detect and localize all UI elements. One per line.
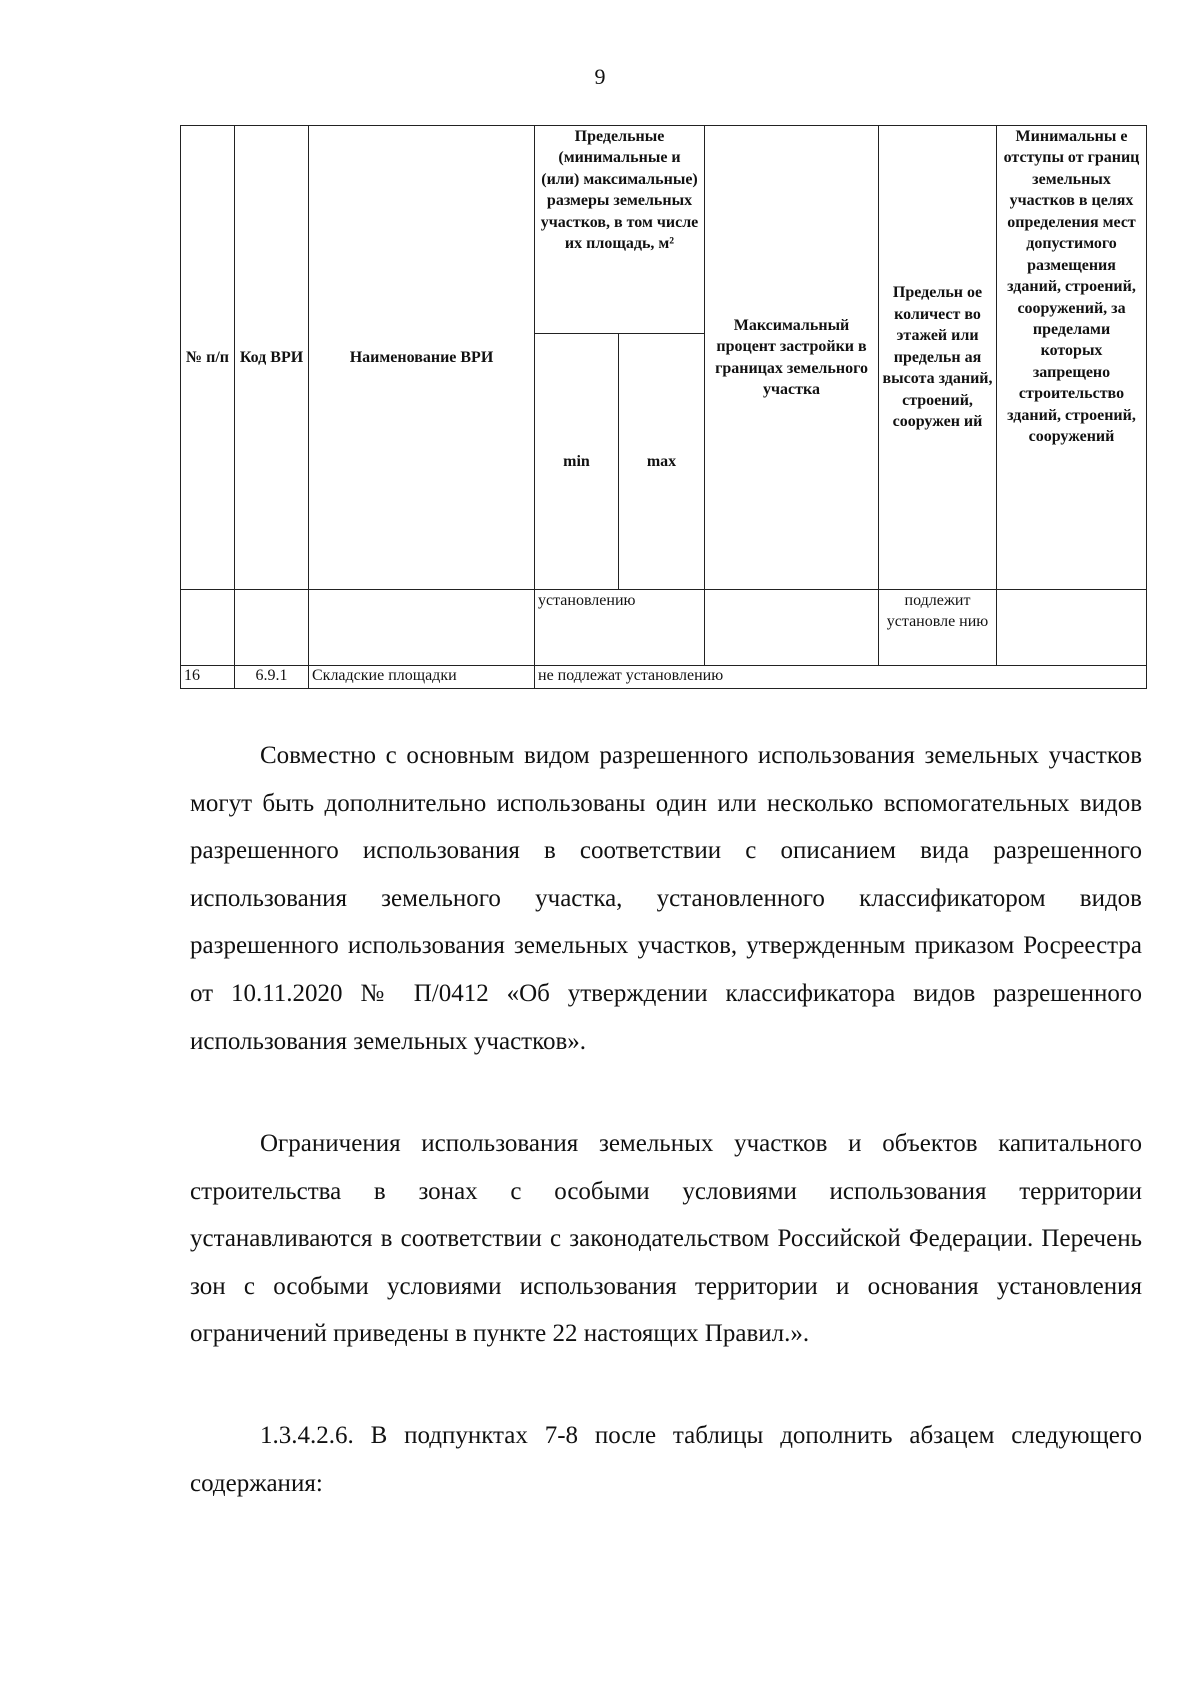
header-setbacks: Минимальны е отступы от границ земельных участков в целях определения мест допустимого размещения зданий, строений, сооружений, за пределами которых запрещено строительство зданий, строений, сооружений <box>997 126 1147 590</box>
table-row <box>181 666 1147 689</box>
header-max-percent: Максимальный процент застройки в границах земельного участка <box>705 126 879 590</box>
header-sizes: Предельные (минимальные и (или) максимальные) размеры земельных участков, в том числе их площадь, м² <box>535 126 705 334</box>
paragraph-text: 1.3.4.2.6. В подпунктах 7-8 после таблицы дополнить абзацем следующего содержания: <box>190 1422 1142 1497</box>
cell-merged-values: не подлежат установлению <box>535 666 1147 689</box>
cell-code: 6.9.1 <box>235 666 309 689</box>
cell-empty <box>181 590 235 666</box>
cell-num: 16 <box>181 666 235 689</box>
cell-sizes-continued: установлению <box>535 590 705 666</box>
cell-empty <box>235 590 309 666</box>
header-floors: Предельн ое количест во этажей или предельн ая высота зданий, строений, сооружен ий <box>879 126 997 590</box>
cell-empty <box>309 590 535 666</box>
paragraph-text: Ограничения использования земельных участков и объектов капитального строительства в зонах с особыми условиями использования территории устанавливаются в соответствии с законодательством Российской Федерации. Перечень зон с особыми условиями использования территории и основания установления ограничений приведены в пункте 22 настоящих Правил.». <box>190 1130 1142 1348</box>
cell-empty <box>997 590 1147 666</box>
header-name: Наименование ВРИ <box>309 126 535 590</box>
table-header-row <box>181 126 1147 334</box>
cell-empty <box>705 590 879 666</box>
header-code: Код ВРИ <box>235 126 309 590</box>
vri-table <box>180 125 1147 689</box>
table-row <box>181 590 1147 666</box>
page-number: 9 <box>594 64 606 89</box>
header-num: № п/п <box>181 126 235 590</box>
paragraph-text: Совместно с основным видом разрешенного использования земельных участков могут быть дополнительно использованы один или несколько вспомогательных видов разрешенного использования в соответствии с описанием вида разрешенного использования земельного участка, установленного классификатором видов разрешенного использования земельных участков, утвержденным приказом Росреестра от 10.11.2020 № П/0412 «Об утверждении классификатора видов разрешенного использования земельных участков». <box>190 742 1142 1055</box>
paragraph-amendment <box>190 1412 1142 1507</box>
header-max: max <box>619 334 705 590</box>
header-min: min <box>535 334 619 590</box>
cell-floors-continued: подлежит установле нию <box>879 590 997 666</box>
paragraph-auxiliary-uses <box>190 732 1142 1065</box>
cell-name: Складские площадки <box>309 666 535 689</box>
paragraph-restrictions <box>190 1120 1142 1358</box>
